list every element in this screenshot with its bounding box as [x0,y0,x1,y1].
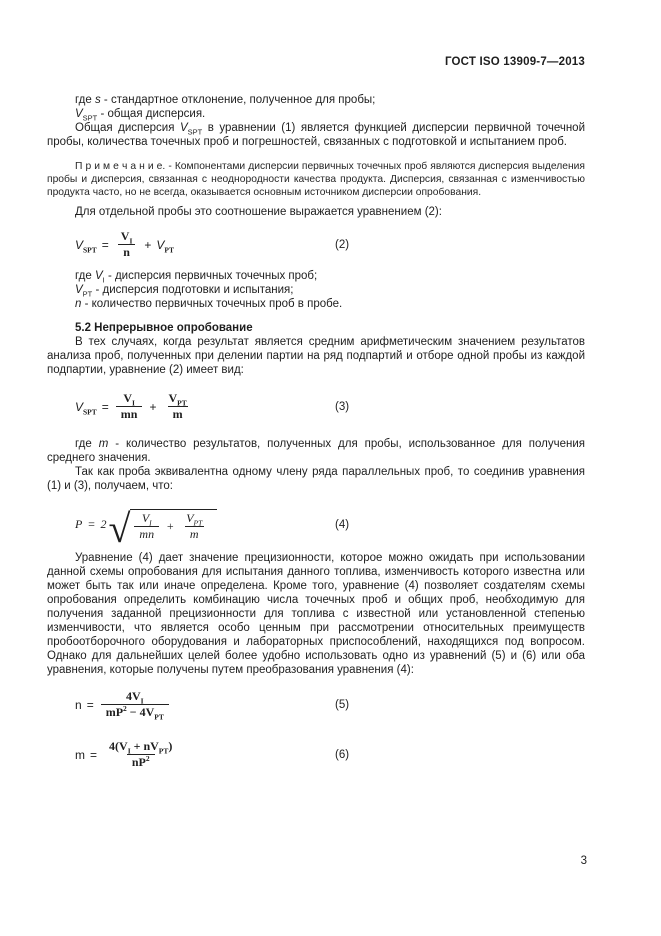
sub-pt: PT [177,398,187,408]
page-number: 3 [580,855,587,867]
var-v: V [75,237,84,252]
sub-spt: SPT [83,407,97,416]
sub-spt: SPT [82,113,98,123]
plus-sign: + [166,518,175,533]
fraction [134,512,159,541]
eq2-lhs [75,238,97,252]
para-run: в уравнении (1) является функцией дисперсии первичной точечной пробы, количества точечных проб и погрешностей, связанных с подготовкой и испытанием проб. [47,122,585,148]
var-v: V [123,391,132,406]
var-v: V [75,283,83,296]
where-text: - дисперсия подготовки и испытания; [92,283,294,296]
equals-sign: = [86,697,94,712]
var-v: V [75,399,84,414]
fraction [181,512,207,541]
eq4-coefficient: 2 [100,517,107,532]
var-v: V [156,237,165,252]
where-text: - общая дисперсия. [97,108,206,120]
where-list-1 [47,93,585,121]
note-label: П р и м е ч а н и е. - [75,161,175,172]
var-m: m [98,437,109,450]
fraction [101,689,169,722]
fraction-numerator [118,392,140,406]
fraction-numerator [181,512,207,526]
paragraph-equivalence: Так как проба эквивалентна одному члену ряда параллельных проб, то соединив уравнения (1) и (3), получаем, что: [47,465,585,492]
doc-code: ГОСТ ISO 13909-7—2013 [444,56,585,68]
where-text: - стандартное отклонение, полученное для пробы; [100,94,376,106]
sub-i: I [140,696,144,706]
where-text: - количество первичных точечных проб в пробе. [81,297,343,310]
where-lead: где [75,94,95,106]
equation-3 [47,389,585,425]
radicand [130,509,217,541]
equation-number: (4) [335,518,350,531]
doc-header [47,56,585,68]
fraction-numerator [116,230,138,244]
section-heading-5-2: 5.2 Непрерывное опробование [75,321,253,334]
where-text: - дисперсия первичных точечных проб; [104,269,318,282]
fraction-denominator [127,754,155,769]
fraction-numerator [104,740,177,754]
eq4-lhs: P [75,517,83,532]
equals-sign: = [101,399,109,414]
note-text: Компонентами дисперсии первичных точечных проб являются дисперсия выделения пробы и дисперсия, связанная с неоднородности качества продукта. Дисперсия, связанная с изменчивостью продукта часто, но не всегда, оказывается основным источником дисперсии опробования. [47,161,585,199]
where-lead: где [75,269,95,282]
sub-i: I [149,518,152,527]
equals-sign: = [87,517,96,532]
square-root [108,505,217,551]
var-v: V [168,391,178,406]
para-run: - количество результатов, полученных для пробы, использованное для получения среднего значения. [47,437,585,464]
where-line-n [47,297,585,311]
equation-number: (2) [335,238,350,251]
where-line-s [47,93,585,107]
plus-sign: + [149,399,157,414]
fraction-denominator: n [118,244,135,259]
sup-2: 2 [145,754,150,764]
sub-pt: PT [164,245,175,254]
where-line-vi [47,269,585,283]
den-run: − 4V [126,705,155,720]
fraction [104,740,177,769]
fraction [116,230,138,259]
num-run: + nV [130,739,159,754]
eq3-lhs [75,400,97,414]
sub-pt: PT [82,288,93,298]
equation-number: (5) [335,698,350,711]
num-run: ) [168,739,173,754]
paragraph-continuous-sampling: В тех случаях, когда результат является средним арифметическим значением результатов анализа проб, полученных при делении партии на ряд подпартий и отборе одной пробы из каждой подпартии, уравнение (2) имеет вид: [47,335,585,376]
var-v: V [94,269,103,282]
var-s: s [94,94,101,106]
fraction-numerator [137,512,157,526]
fraction-denominator: m [185,526,204,541]
sub-pt: PT [154,712,164,722]
den-run: nP [131,755,146,770]
radical-icon: √ [108,505,131,551]
paragraph-total-variance [47,121,585,149]
fraction-denominator: mn [134,526,159,541]
fraction-numerator [163,392,191,406]
num-run: 4(V [109,739,128,754]
paragraph-where-m [47,437,585,465]
equation-5 [47,687,585,723]
equation-number: (6) [335,748,350,761]
sub-i: I [132,398,135,408]
sub-pt: PT [193,518,203,527]
sub-pt: PT [158,746,169,756]
fraction-denominator [101,704,169,722]
fraction [163,392,191,421]
sup-2: 2 [123,704,127,714]
para-run: Общая дисперсия [75,122,180,134]
equation-number: (3) [335,400,350,413]
var-v: V [120,229,130,244]
equals-sign: = [90,747,98,762]
sub-i: I [129,236,133,246]
fraction [116,392,143,421]
var-n: n [75,297,82,310]
var-v: V [141,510,150,525]
equation-6 [47,737,585,773]
fraction-denominator: m [168,406,188,421]
equals-sign: = [101,237,109,252]
den-run: mP [105,705,124,720]
paragraph-single-sample: Для отдельной пробы это соотношение выражается уравнением (2): [75,205,442,218]
eq6-lhs: m [75,747,85,762]
page-content [0,56,661,773]
eq5-lhs: n [75,697,82,712]
where-list-2 [47,269,585,311]
where-line-vpt [47,283,585,297]
sub-spt: SPT [83,245,97,254]
paragraph-precision: Уравнение (4) дает значение прецизионности, которое можно ожидать при использовании данной схемы опробования для испытания данного топлива, изменчивость которого известна или может быть так или иначе определена. Кроме того, уравнение (4) позволяет создателям схемы опробования определить комбинацию числа точечных проб и общих проб, необходимую для получения заданной прецизионности для топлива с известной или установленной степенью изменчивости, что является особо ценным при рассмотрении относительных преимуществ пробоотборочного оборудования и лабораторных приспособлений, находящихся под вопросом. Однако для дальнейших целей более удобно использовать одно из уравнений (5) и (6) или оба уравнения, которые получены путем преобразования уравнения (4): [47,551,585,676]
fraction-numerator [121,690,149,704]
fraction-denominator: mn [116,406,143,421]
sub-spt: SPT [187,127,203,137]
note-paragraph [47,160,585,200]
equation-2 [47,227,585,263]
where-line-vspt [47,107,585,121]
eq2-term2 [156,238,174,252]
coefficient: 4 [126,689,132,704]
sub-i: I [102,274,105,284]
var-v: V [132,689,141,704]
var-v: V [186,510,194,525]
para-run: где [75,437,99,450]
plus-sign: + [144,237,152,252]
var-v: V [179,122,188,134]
sub-i: I [127,746,131,756]
equation-4 [47,503,585,551]
var-v: V [75,108,83,120]
